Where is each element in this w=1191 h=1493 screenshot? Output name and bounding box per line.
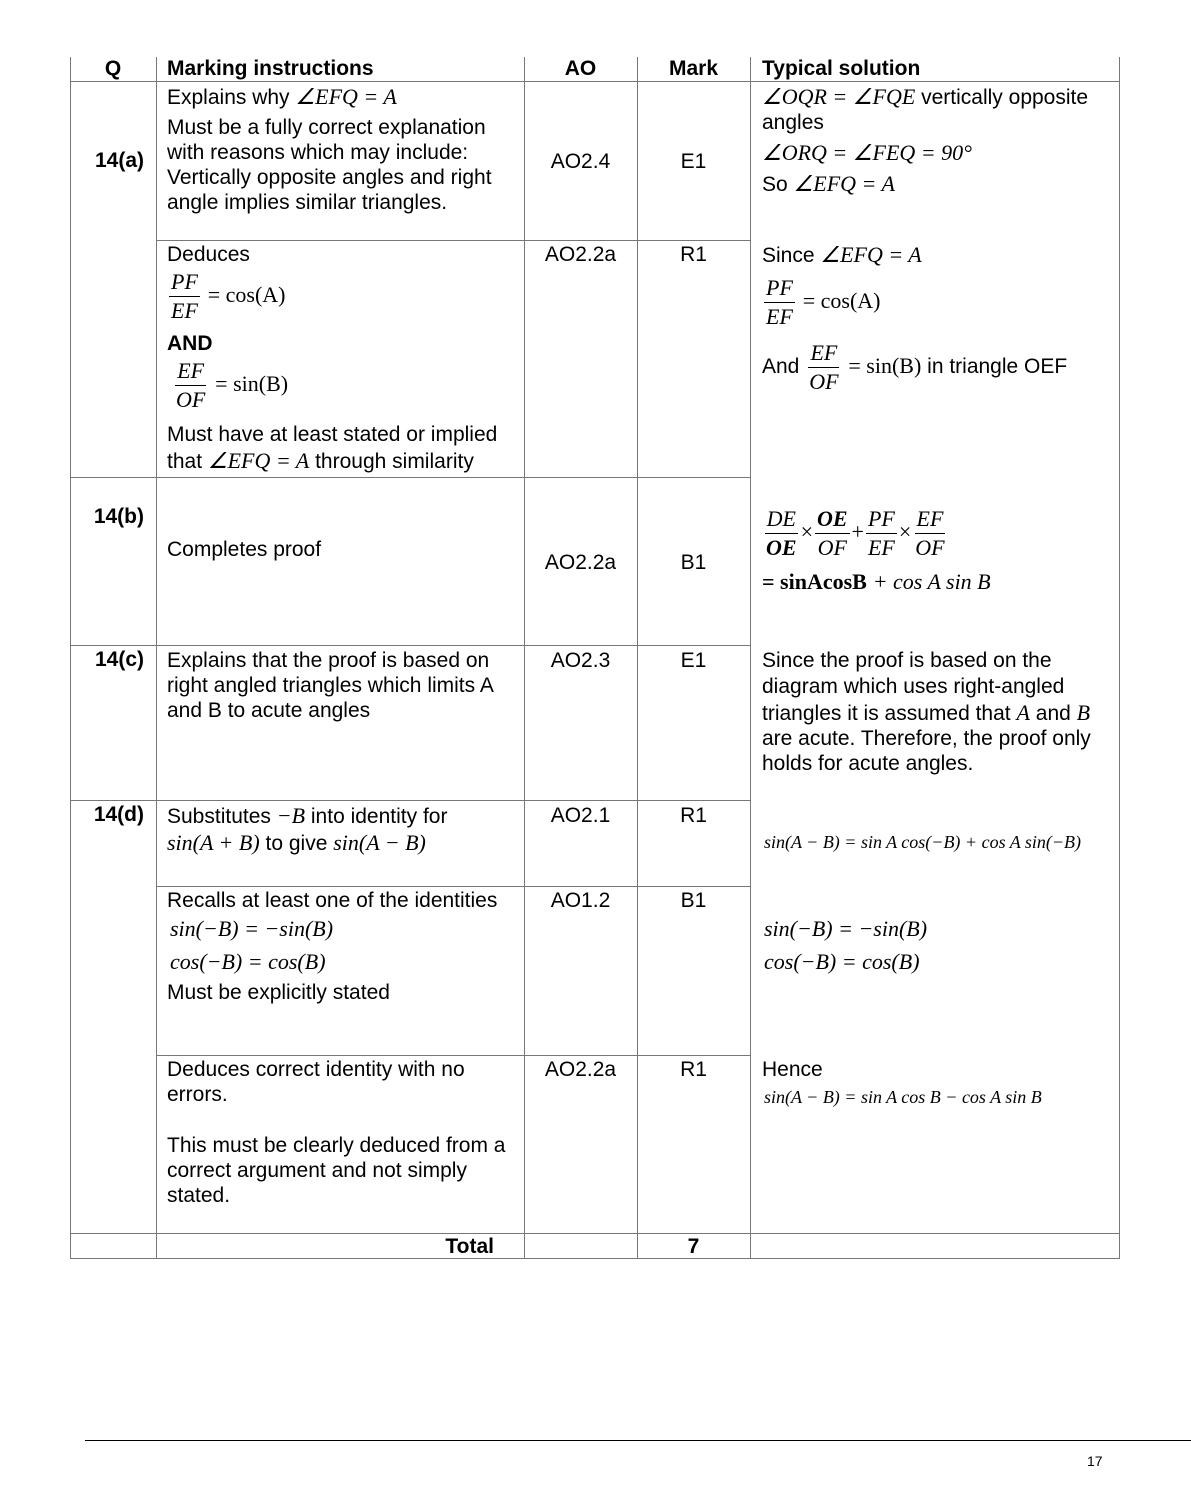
- ao-14d2: AO1.2: [550, 889, 611, 912]
- page-number: 17: [1087, 1453, 1103, 1469]
- instr-14d3-para2: This must be clearly deduced from a correct argument and not simply stated.: [167, 1134, 506, 1207]
- instr-14a-line1: Explains why ∠EFQ = A: [167, 84, 397, 109]
- ao-14d: AO2.1: [550, 804, 611, 827]
- sol-14a-line2: ∠ORQ = ∠FEQ = 90°: [762, 140, 972, 165]
- sol-14a-line3: So ∠EFQ = A: [762, 171, 895, 196]
- sol-14d3-identity: sin(A − B) = sin A cos B − cos A sin B: [764, 1087, 1042, 1107]
- sol-14d3-hence: Hence: [762, 1058, 823, 1081]
- row-rule-d: [70, 800, 751, 801]
- instr-14a2-line5: that ∠EFQ = A through similarity: [167, 448, 474, 473]
- instr-14d-line2: sin(A + B) to give sin(A − B): [167, 830, 426, 855]
- sol-14a2-fraction-2: And $\frac{EF}{OF}$ = sin(B) in triangle OEF: [762, 340, 1068, 394]
- instr-14b: Completes proof: [167, 538, 322, 561]
- instr-14a2-and: AND: [167, 332, 213, 355]
- sol-14d: sin(A − B) = sin A cos(−B) + cos A sin(−B): [764, 832, 1082, 852]
- mark-14a: E1: [680, 150, 707, 173]
- mark-14d3: R1: [680, 1058, 707, 1081]
- sol-14c-line5: holds for acute angles.: [762, 752, 974, 775]
- instr-14a2-fraction-2: $\frac{EF}{OF}$ = sin(B): [176, 358, 289, 412]
- instr-14d-line1: Substitutes −B into identity for: [167, 803, 448, 828]
- row-rule-c: [70, 645, 751, 646]
- mark-14b: B1: [680, 551, 707, 574]
- instr-14d2-line4: Must be explicitly stated: [167, 981, 390, 1004]
- sol-14a2-since: Since ∠EFQ = A: [762, 242, 922, 267]
- instr-14a2-deduces: Deduces: [167, 243, 250, 266]
- sol-14c-line1: Since the proof is based on the: [762, 649, 1052, 672]
- instr-14a-body: Must be a fully correct explanation with reasons which may include: Vertically opposite angles and right angle implies similar triangles.: [167, 116, 492, 214]
- table-border-right: [1119, 57, 1120, 1259]
- header-typical-solution: Typical solution: [762, 57, 921, 80]
- row-rule-d3: [156, 1055, 751, 1056]
- mark-14a2: R1: [680, 243, 707, 266]
- sol-14c-line2: diagram which uses right-angled: [762, 675, 1065, 698]
- mark-14d2: B1: [680, 889, 707, 912]
- sol-14b-fractions: $\frac{DE}{OE}$ × $\frac{OE}{OF}$ + $\frac{PF}{EF}$ × $\frac{EF}{OF}$: [766, 506, 945, 560]
- instr-14a2-line4: Must have at least stated or implied: [167, 423, 498, 446]
- ao-14c: AO2.3: [550, 649, 611, 672]
- sol-14c-line4: are acute. Therefore, the proof only: [762, 727, 1091, 750]
- total-label: Total: [445, 1235, 494, 1258]
- ao-14a2: AO2.2a: [544, 243, 617, 266]
- header-mark: Mark: [668, 57, 719, 80]
- sol-14a-line1: ∠OQR = ∠FQE vertically opposite angles: [762, 84, 1089, 134]
- question-label-14a: 14(a): [94, 149, 144, 172]
- header-rule: [70, 81, 1120, 82]
- header-ao: AO: [564, 57, 597, 80]
- instr-14d2-identity-2: cos(−B) = cos(B): [170, 949, 326, 974]
- header-marking-instructions: Marking instructions: [167, 57, 374, 80]
- ao-14d3: AO2.2a: [544, 1058, 617, 1081]
- sol-14a2-fraction-1: $\frac{PF}{EF}$ = cos(A): [766, 275, 881, 329]
- row-rule-a2: [156, 240, 751, 241]
- mark-14d: R1: [680, 804, 707, 827]
- row-rule-b: [70, 477, 751, 478]
- row-rule-d2: [156, 886, 751, 887]
- question-label-14b: 14(b): [93, 505, 144, 528]
- total-mark: 7: [687, 1235, 700, 1258]
- instr-14a2-fraction-1: $\frac{PF}{EF}$ = cos(A): [171, 269, 286, 323]
- sol-14b-result: = sinAcosB + cos A sin B: [762, 569, 991, 594]
- mark-14c: E1: [680, 649, 707, 672]
- instr-14d3-para1: Deduces correct identity with no errors.: [167, 1058, 465, 1106]
- ao-14b: AO2.2a: [544, 551, 617, 574]
- table-col-divider-mark: [750, 57, 751, 1259]
- header-q: Q: [104, 57, 122, 80]
- instr-14c: Explains that the proof is based on right angled triangles which limits A and B to acute angles: [167, 649, 493, 722]
- sol-14d2-identity-2: cos(−B) = cos(B): [764, 949, 920, 974]
- sol-14c-line3: triangles it is assumed that A and B: [762, 700, 1091, 725]
- question-label-14c: 14(c): [94, 648, 144, 671]
- ao-14a: AO2.4: [550, 150, 611, 173]
- instr-14d2-line1: Recalls at least one of the identities: [167, 889, 498, 912]
- question-label-14d: 14(d): [93, 803, 144, 826]
- sol-14d2-identity-1: sin(−B) = −sin(B): [764, 916, 928, 941]
- table-col-divider-q: [156, 57, 157, 1259]
- instr-14d2-identity-1: sin(−B) = −sin(B): [170, 916, 334, 941]
- footer-rule: [85, 1440, 1191, 1441]
